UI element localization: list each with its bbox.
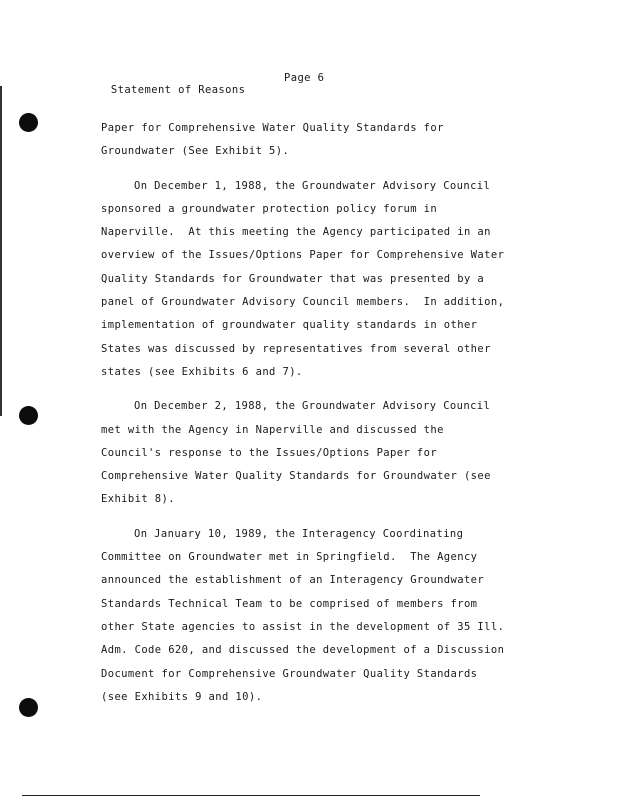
- text-line: panel of Groundwater Advisory Council members. In addition,: [101, 296, 505, 309]
- text-line: On December 1, 1988, the Groundwater Advisory Council: [134, 179, 491, 192]
- text-line: Exhibit 8).: [101, 493, 175, 506]
- text-line: Paper for Comprehensive Water Quality Standards for: [101, 122, 444, 134]
- text-line: Committee on Groundwater met in Springfield. The Agency: [101, 551, 478, 564]
- paragraph-gap: [101, 164, 521, 175]
- text-line: On January 10, 1989, the Interagency Coordinating: [134, 527, 464, 540]
- paragraph-gap: [101, 512, 521, 523]
- text-line: other State agencies to assist in the development of 35 Ill.: [101, 620, 505, 633]
- text-line: Groundwater (See Exhibit 5).: [101, 145, 290, 158]
- text-line: (see Exhibits 9 and 10).: [101, 690, 263, 703]
- bottom-rule: [22, 795, 480, 796]
- page-edge-mark: [0, 86, 2, 416]
- text-line: Naperville. At this meeting the Agency participated in an: [101, 226, 491, 239]
- text-line: announced the establishment of an Interagency Groundwater: [101, 574, 485, 587]
- document-body: [101, 117, 521, 709]
- paragraph-gap: [101, 384, 521, 395]
- text-line: Standards Technical Team to be comprised of members from: [101, 597, 478, 610]
- text-line: overview of the Issues/Options Paper for Comprehensive Water: [101, 249, 505, 262]
- paragraph: [101, 175, 521, 385]
- paragraph: [101, 117, 521, 164]
- page-number: Page 6: [284, 72, 325, 84]
- paragraph: [101, 395, 521, 511]
- binder-hole-middle: [19, 406, 38, 425]
- text-line: met with the Agency in Naperville and discussed the: [101, 423, 444, 436]
- binder-hole-bottom: [19, 698, 38, 717]
- text-line: States was discussed by representatives from several other: [101, 342, 491, 355]
- text-line: implementation of groundwater quality standards in other: [101, 319, 478, 332]
- text-line: Document for Comprehensive Groundwater Quality Standards: [101, 667, 478, 680]
- text-line: states (see Exhibits 6 and 7).: [101, 365, 303, 378]
- text-line: Council's response to the Issues/Options Paper for: [101, 446, 438, 459]
- binder-hole-top: [19, 113, 38, 132]
- text-line: sponsored a groundwater protection policy forum in: [101, 202, 438, 215]
- page-header: [84, 72, 325, 120]
- text-line: On December 2, 1988, the Groundwater Advisory Council: [134, 400, 491, 413]
- text-line: Comprehensive Water Quality Standards for Groundwater (see: [101, 470, 491, 483]
- document-title: Statement of Reasons: [110, 84, 246, 96]
- paragraph: [101, 523, 521, 709]
- text-line: Adm. Code 620, and discussed the development of a Discussion: [101, 644, 505, 657]
- text-line: Quality Standards for Groundwater that was presented by a: [101, 272, 485, 285]
